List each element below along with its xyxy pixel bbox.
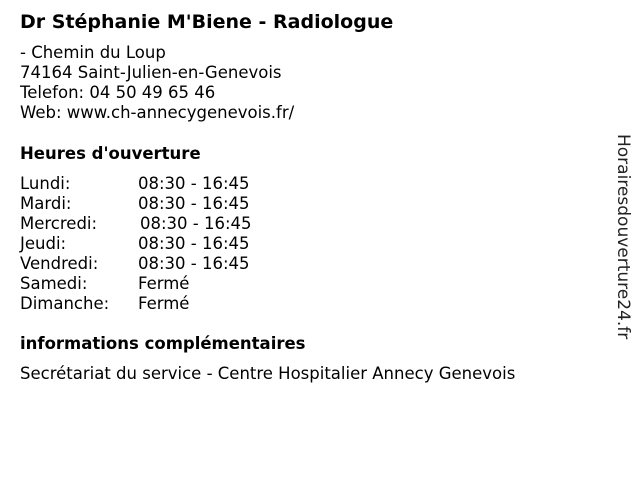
day-label: Lundi: — [20, 174, 71, 193]
page-title: Dr Stéphanie M'Biene - Radiologue — [20, 11, 394, 33]
street-address: - Chemin du Loup — [20, 43, 166, 62]
hours-value: 08:30 - 16:45 — [138, 194, 250, 213]
watermark — [613, 134, 635, 346]
address-block — [20, 43, 294, 123]
website-link: Web: www.ch-annecygenevois.fr/ — [20, 103, 295, 122]
hours-value: Fermé — [138, 274, 190, 293]
day-label: Samedi: — [20, 274, 88, 293]
opening-hours-heading: Heures d'ouverture — [20, 144, 201, 163]
hours-value: 08:30 - 16:45 — [138, 234, 250, 253]
hours-value: 08:30 - 16:45 — [138, 254, 250, 273]
hours-value: 08:30 - 16:45 — [138, 174, 250, 193]
hours-value: 08:30 - 16:45 — [140, 214, 252, 233]
additional-info-text: Secrétariat du service - Centre Hospitalier Annecy Genevois — [20, 364, 516, 383]
city-address: 74164 Saint-Julien-en-Genevois — [20, 63, 282, 82]
day-label: Vendredi: — [20, 254, 99, 273]
day-label: Mardi: — [20, 194, 72, 213]
day-label: Dimanche: — [20, 294, 110, 313]
day-label: Mercredi: — [20, 214, 98, 233]
day-label: Jeudi: — [20, 234, 67, 253]
additional-info-heading: informations complémentaires — [20, 334, 306, 353]
phone-number: Telefon: 04 50 49 65 46 — [20, 83, 216, 102]
watermark-text: Horairesdouverture24.fr — [613, 134, 633, 340]
hours-value: Fermé — [138, 294, 190, 313]
